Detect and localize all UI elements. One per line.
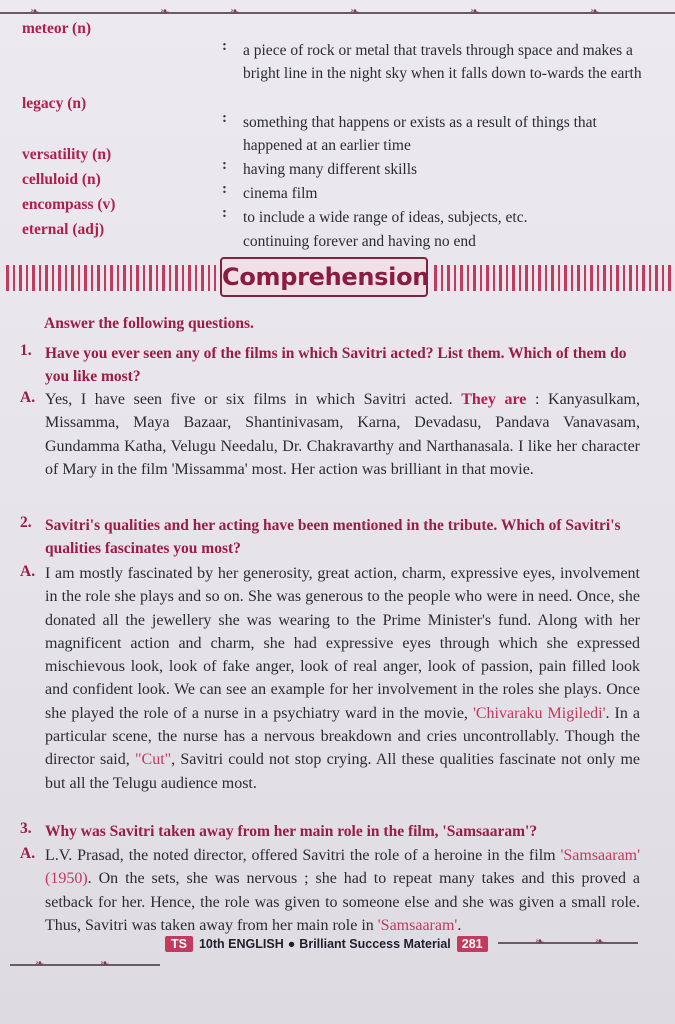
footer-bar xyxy=(165,934,488,954)
glossary-colon: : xyxy=(222,205,227,221)
page-footer xyxy=(0,932,675,972)
section-banner xyxy=(0,257,675,299)
ornament-icon: ❧ xyxy=(535,936,545,948)
glossary-definition: continuing forever and having no end xyxy=(243,233,476,250)
glossary-colon: : xyxy=(222,38,227,54)
footer-ts-badge: TS xyxy=(165,936,193,952)
glossary-term: celluloid (n) xyxy=(22,171,101,188)
glossary-definition: a piece of rock or metal that travels through space and makes a bright line in the night sky when it falls down to-wards the earth xyxy=(243,42,642,82)
answer-marker: A. xyxy=(20,563,36,580)
section-title: Comprehension xyxy=(222,263,430,291)
quoted-word: "Cut" xyxy=(134,751,172,769)
answer-segment: , Savitri could not stop crying. All these qualities fascinate not only me but all the Telugu audience most. xyxy=(45,751,641,792)
footer-bullet-icon: ● xyxy=(287,937,296,951)
answer-highlight: They are xyxy=(461,391,527,408)
glossary-term: encompass (v) xyxy=(22,196,116,213)
footer-class: 10th ENGLISH xyxy=(198,937,284,951)
glossary-definition: having many different skills xyxy=(243,161,418,178)
answer-text xyxy=(45,388,640,481)
ornament-icon: ❧ xyxy=(595,936,605,948)
ornament-icon: ❧ xyxy=(590,6,600,18)
glossary-term: meteor (n) xyxy=(22,20,92,37)
glossary-colon: : xyxy=(222,181,227,197)
answer-segment: L.V. Prasad, the noted director, offered Savitri the role of a heroine in the film xyxy=(45,847,561,864)
ornament-icon: ❧ xyxy=(30,6,40,18)
ornament-icon: ❧ xyxy=(350,6,360,18)
page-number: 281 xyxy=(457,936,488,952)
answer-segment: Yes, I have seen five or six films in which Savitri acted. xyxy=(45,391,462,408)
answer-text xyxy=(45,844,640,937)
film-title: 'Samsaaram' (1950) xyxy=(45,847,640,888)
answer-text xyxy=(45,562,640,795)
glossary-colon: : xyxy=(222,110,227,126)
answer-marker: A. xyxy=(20,389,36,406)
ornament-icon: ❧ xyxy=(100,958,110,970)
question-text: Why was Savitri taken away from her main role in the film, 'Samsaaram'? xyxy=(45,823,538,840)
glossary-definition: cinema film xyxy=(243,185,318,202)
glossary-term: versatility (n) xyxy=(22,146,112,163)
question-number: 1. xyxy=(20,342,32,359)
glossary-term: eternal (adj) xyxy=(22,221,105,238)
question-number: 2. xyxy=(20,514,32,531)
answer-segment: . xyxy=(457,916,462,934)
film-title: 'Chivaraku Migiledi' xyxy=(472,704,606,722)
instruction: Answer the following questions. xyxy=(44,315,254,332)
top-ornament-rule xyxy=(0,6,675,18)
question-number: 3. xyxy=(20,820,32,837)
answer-marker: A. xyxy=(20,845,36,862)
question-text: Have you ever seen any of the films in which Savitri acted? List them. Which of them do you like most? xyxy=(45,345,627,385)
answer-segment: . In a particular scene, the nurse has a nervous breakdown and cries uncontrollably. Though the director said, xyxy=(45,704,640,769)
answer-segment: . On the sets, she was nervous ; she had to repeat many takes and this proved a setback for her. Hence, the role was given to someone else and she was given a small role. Thus, Savitri was taken away from her main role in xyxy=(45,870,640,934)
footer-material: Brilliant Success Material xyxy=(299,937,451,951)
footer-rule-left xyxy=(10,964,160,966)
footer-rule-right xyxy=(498,942,638,944)
ornament-icon: ❧ xyxy=(160,6,170,18)
question-text: Savitri's qualities and her acting have been mentioned in the tribute. Which of Savitri's qualities fascinates you most? xyxy=(45,517,621,557)
banner-stripes-left xyxy=(6,265,216,291)
banner-stripes-right xyxy=(434,265,674,291)
answer-segment: I am mostly fascinated by her generosity, great action, charm, expressive eyes, involvement in the role she plays and so on. She was generous to the people who were in need. Once, she donated all the jewellery she was wearing to the Prime Minister's fund. Along with her magnificent action and charm, she had expressive eyes through which she expressed mischievous look, look of fake anger, look of real anger, look of passion, pain filled look and confident look. We can see an example for her involvement in the roles she plays. Once she played the role of a nurse in a psychiatry ward in the movie, xyxy=(45,565,640,722)
glossary-colon: : xyxy=(222,157,227,173)
section-title-box xyxy=(220,257,428,297)
answer-segment: : Kanyasulkam, Missamma, Maya Bazaar, Shantinivasam, Karna, Devadasu, Pandava Vanavasam, Gundamma Katha, Velugu Needalu, Dr. Chakravarthy and Narthanasala. I like her character of Mary in the film 'Missamma' most. Her action was brilliant in that movie. xyxy=(45,391,640,478)
film-title: 'Samsaaram' xyxy=(377,916,458,934)
ornament-icon: ❧ xyxy=(470,6,480,18)
glossary-term: legacy (n) xyxy=(22,95,87,112)
ornament-icon: ❧ xyxy=(230,6,240,18)
glossary-definition: to include a wide range of ideas, subjects, etc. xyxy=(243,209,528,226)
ornament-icon: ❧ xyxy=(35,958,45,970)
glossary-definition: something that happens or exists as a result of things that happened at an earlier time xyxy=(243,114,597,154)
